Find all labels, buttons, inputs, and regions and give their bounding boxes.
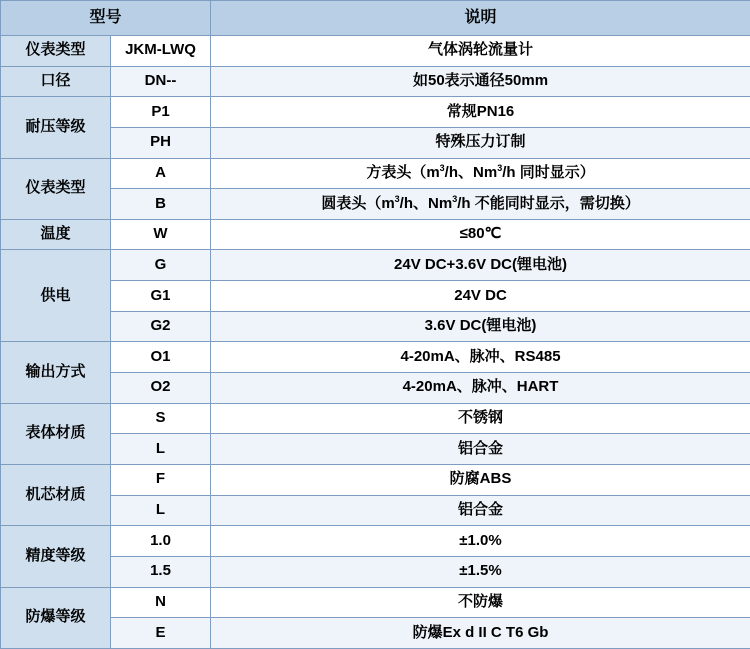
table-row (1, 618, 750, 649)
row-description: 气体涡轮流量计 (211, 36, 750, 67)
row-code: G1 (111, 281, 211, 312)
row-category: 表体材质 (1, 403, 111, 464)
row-code: E (111, 618, 211, 649)
row-category: 仪表类型 (1, 158, 111, 219)
row-description: ≤80℃ (211, 219, 750, 250)
row-code: S (111, 403, 211, 434)
table-row (1, 495, 750, 526)
row-description: 如50表示通径50mm (211, 66, 750, 97)
row-category: 仪表类型 (1, 36, 111, 67)
row-description: 4-20mA、脉冲、RS485 (211, 342, 750, 373)
table-row (1, 311, 750, 342)
row-category: 温度 (1, 219, 111, 250)
row-code: L (111, 434, 211, 465)
row-category: 机芯材质 (1, 464, 111, 525)
row-category: 耐压等级 (1, 97, 111, 158)
row-code: F (111, 464, 211, 495)
row-category: 口径 (1, 66, 111, 97)
row-code: DN-- (111, 66, 211, 97)
table-row (1, 36, 750, 67)
row-code: 1.5 (111, 556, 211, 587)
table-row (1, 189, 750, 220)
row-code: O2 (111, 373, 211, 404)
table-body (1, 36, 750, 649)
row-code: G2 (111, 311, 211, 342)
row-description: 不防爆 (211, 587, 750, 618)
table-row (1, 250, 750, 281)
row-code: P1 (111, 97, 211, 128)
row-description: 常规PN16 (211, 97, 750, 128)
row-category: 防爆等级 (1, 587, 111, 648)
row-code: B (111, 189, 211, 220)
row-description: 铝合金 (211, 495, 750, 526)
row-code: G (111, 250, 211, 281)
table-row (1, 97, 750, 128)
row-code: PH (111, 127, 211, 158)
row-code: L (111, 495, 211, 526)
row-code: N (111, 587, 211, 618)
table-row (1, 403, 750, 434)
row-description: 防爆Ex d II C T6 Gb (211, 618, 750, 649)
table-row (1, 556, 750, 587)
column-header-description: 说明 (211, 1, 750, 36)
table-row (1, 342, 750, 373)
row-code: JKM-LWQ (111, 36, 211, 67)
row-description: 方表头（$m^3/h$、Nm$^3$/h 同时显示） (211, 158, 750, 189)
row-code: A (111, 158, 211, 189)
row-code: 1.0 (111, 526, 211, 557)
table-row (1, 158, 750, 189)
row-description: 24V DC (211, 281, 750, 312)
row-description: ±1.5% (211, 556, 750, 587)
row-description: 铝合金 (211, 434, 750, 465)
row-description: 3.6V DC(锂电池) (211, 311, 750, 342)
row-code: O1 (111, 342, 211, 373)
row-category: 供电 (1, 250, 111, 342)
row-description: 不锈钢 (211, 403, 750, 434)
row-category: 输出方式 (1, 342, 111, 403)
table-row (1, 587, 750, 618)
row-description: 圆表头（$m^3/h$、Nm$^3$/h 不能同时显示，需切换） (211, 189, 750, 220)
row-category: 精度等级 (1, 526, 111, 587)
row-description: 4-20mA、脉冲、HART (211, 373, 750, 404)
row-code: W (111, 219, 211, 250)
row-description: 特殊压力订制 (211, 127, 750, 158)
table-row (1, 127, 750, 158)
table-row (1, 66, 750, 97)
table-row (1, 373, 750, 404)
row-description: 24V DC+3.6V DC(锂电池) (211, 250, 750, 281)
table-row (1, 464, 750, 495)
table-header (1, 1, 750, 36)
table-row (1, 219, 750, 250)
table-row (1, 526, 750, 557)
row-description: ±1.0% (211, 526, 750, 557)
table-row (1, 281, 750, 312)
table-row (1, 434, 750, 465)
column-header-model: 型号 (1, 1, 211, 36)
row-description: 防腐ABS (211, 464, 750, 495)
table-header-row (1, 1, 750, 36)
